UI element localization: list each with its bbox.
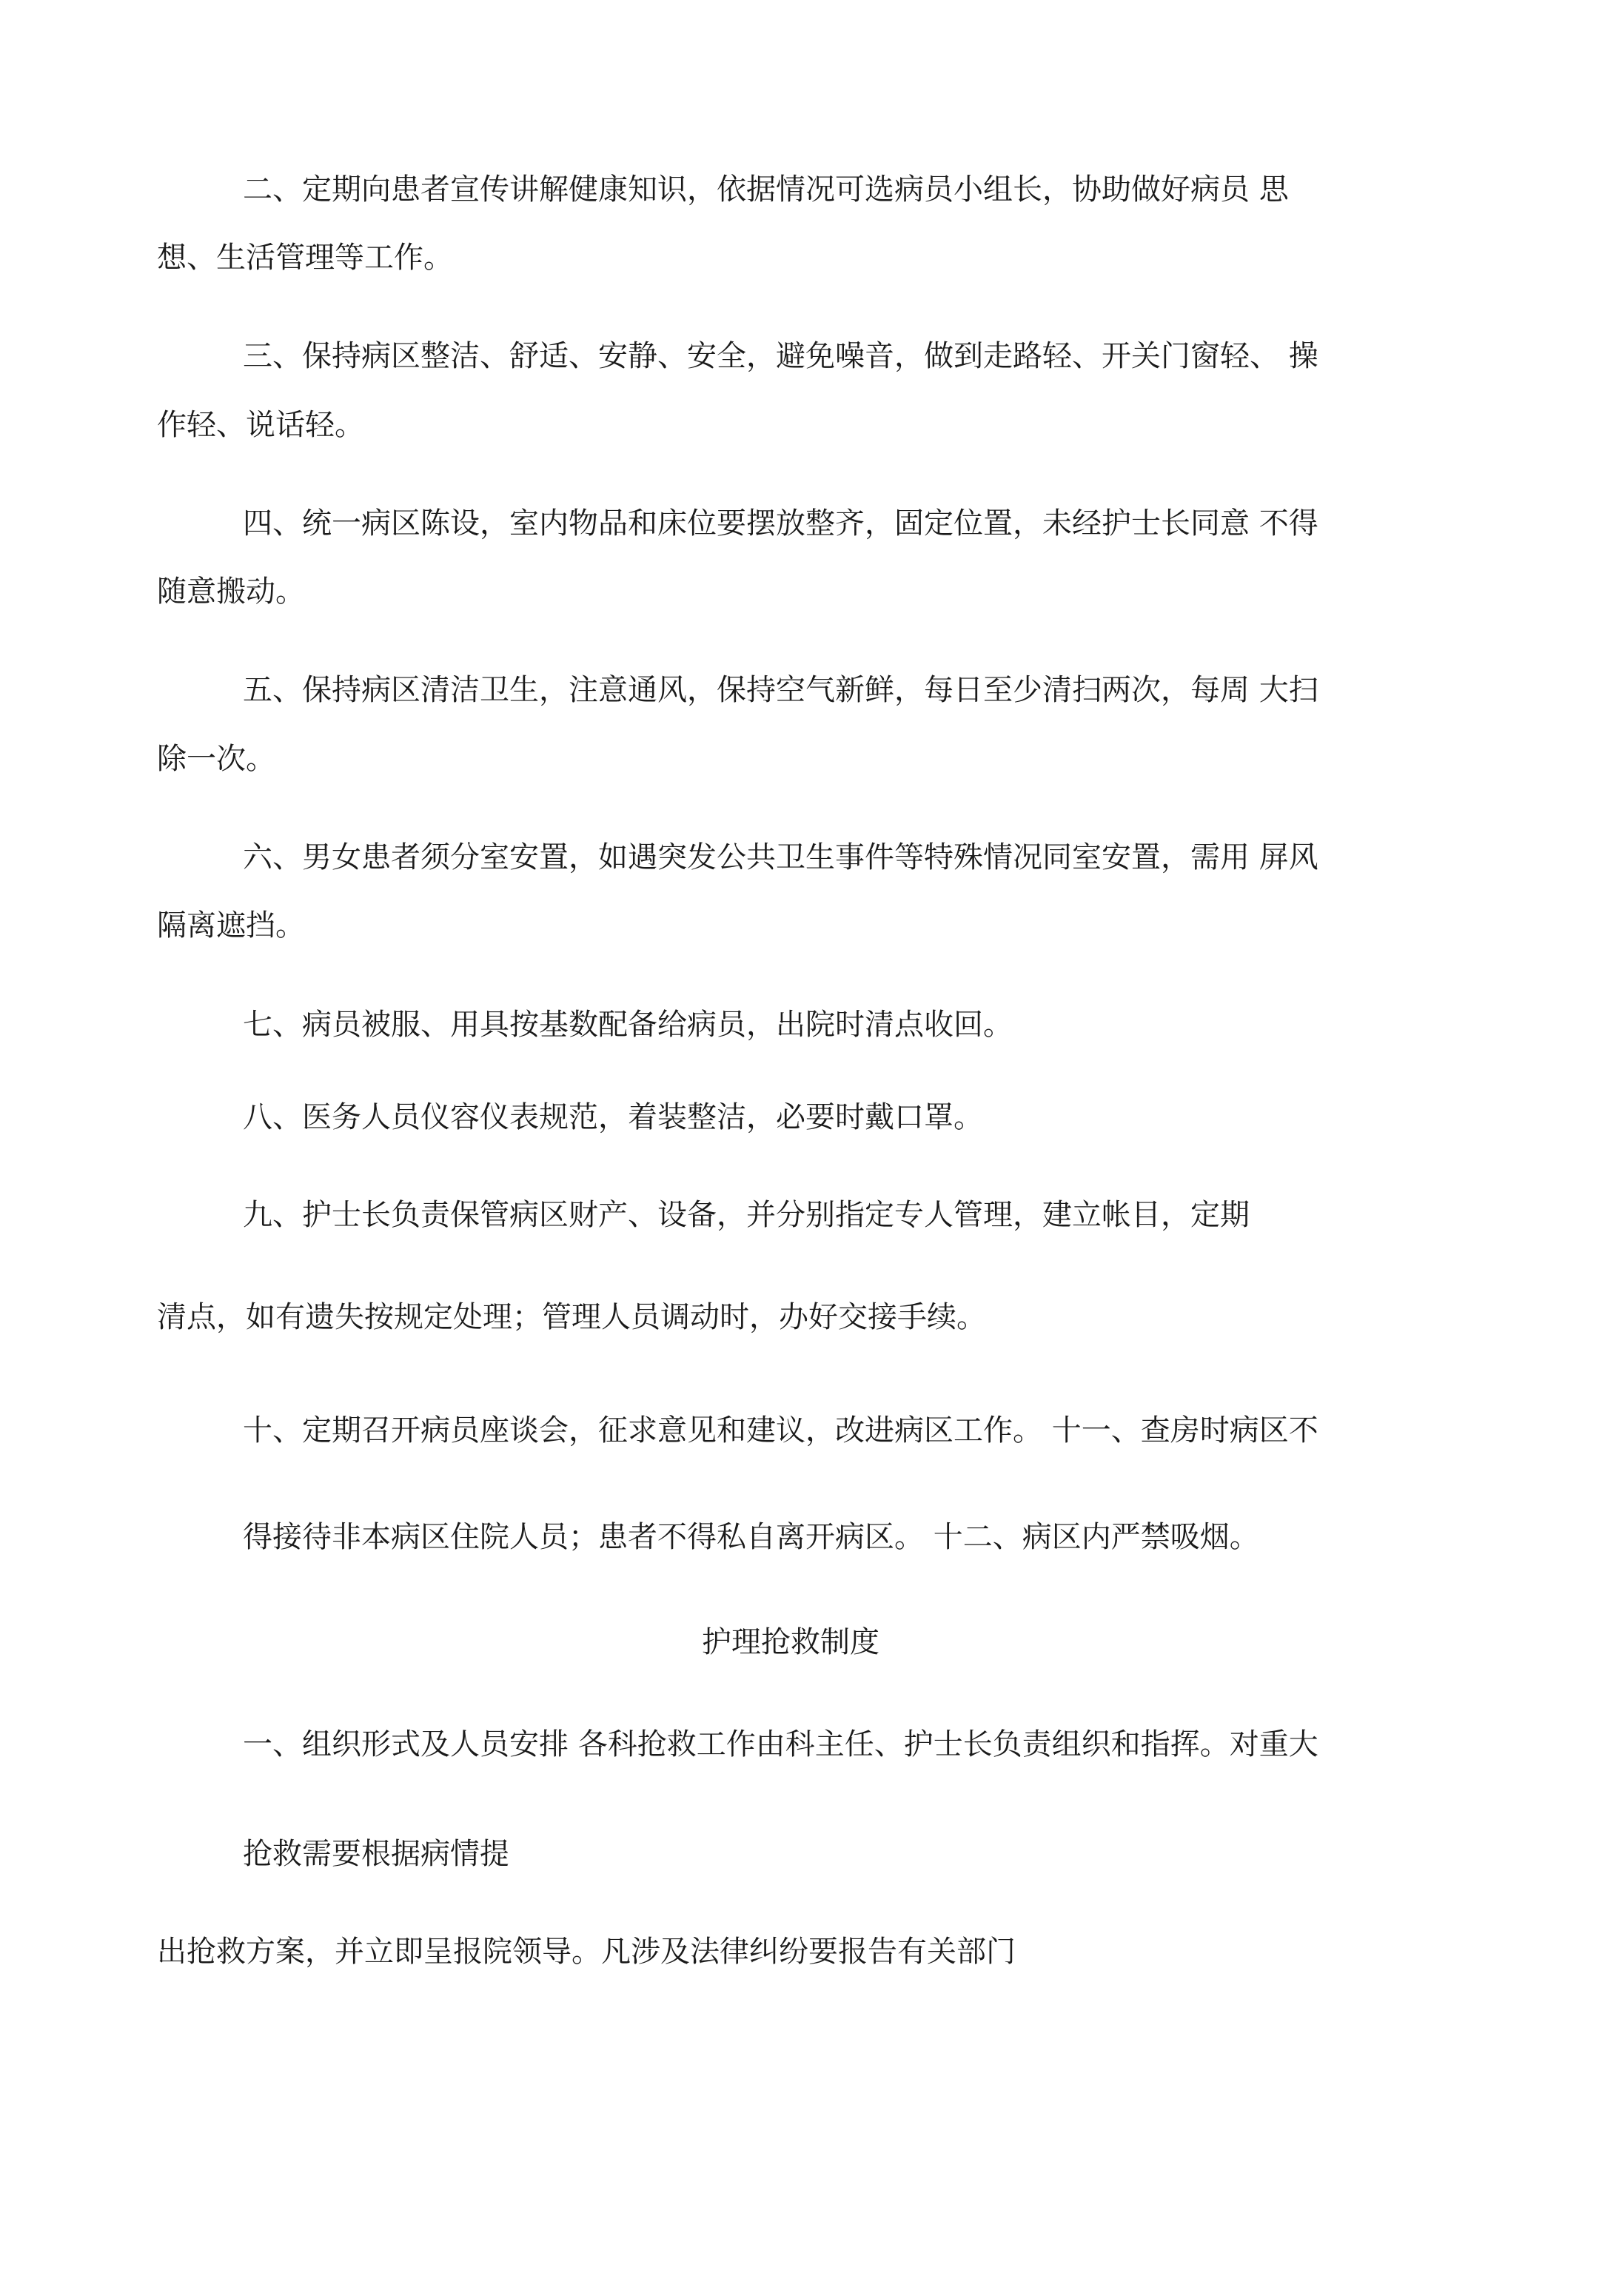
paragraph-4-line-1: 四、统一病区陈设，室内物品和床位要摆放整齐，固定位置，未经护士长同意 不得 [243, 506, 1318, 540]
rescue-paragraph-1-line-2: 抢救需要根据病情提 [243, 1837, 509, 1871]
paragraph-3-line-1: 三、保持病区整洁、舒适、安静、安全，避免噪音，做到走路轻、开关门窗轻、 操 [243, 339, 1318, 373]
paragraph-9-line-2: 清点，如有遗失按规定处理；管理人员调动时，办好交接手续。 [157, 1300, 986, 1334]
paragraph-9-line-1: 九、护士长负责保管病区财产、设备，并分别指定专人管理，建立帐目，定期 [243, 1198, 1250, 1232]
paragraph-6-line-1: 六、男女患者须分室安置，如遇突发公共卫生事件等特殊情况同室安置，需用 屏风 [243, 840, 1318, 874]
paragraph-6-line-2: 隔离遮挡。 [157, 908, 305, 943]
paragraph-5-line-2: 除一次。 [157, 742, 275, 776]
paragraph-2-line-2: 想、生活管理等工作。 [157, 241, 453, 275]
paragraph-10-line-1: 十、定期召开病员座谈会，征求意见和建议，改进病区工作。 十一、查房时病区不 [243, 1413, 1318, 1447]
rescue-paragraph-1-line-3: 出抢救方案，并立即呈报院领导。凡涉及法律纠纷要报告有关部门 [157, 1935, 1016, 1969]
paragraph-2-line-1: 二、定期向患者宣传讲解健康知识，依据情况可选病员小组长，协助做好病员 思 [243, 173, 1289, 207]
paragraph-4-line-2: 随意搬动。 [157, 575, 305, 609]
paragraph-3-line-2: 作轻、说话轻。 [157, 408, 364, 442]
paragraph-10-line-2: 得接待非本病区住院人员；患者不得私自离开病区。 十二、病区内严禁吸烟。 [243, 1520, 1259, 1554]
paragraph-7: 七、病员被服、用具按基数配备给病员，出院时清点收回。 [243, 1008, 1013, 1042]
section-title: 护理抢救制度 [702, 1625, 879, 1659]
paragraph-8: 八、医务人员仪容仪表规范，着装整洁，必要时戴口罩。 [243, 1100, 983, 1134]
rescue-paragraph-1-line-1: 一、组织形式及人员安排 各科抢救工作由科主任、护士长负责组织和指挥。对重大 [243, 1727, 1318, 1761]
paragraph-5-line-1: 五、保持病区清洁卫生，注意通风，保持空气新鲜，每日至少清扫两次，每周 大扫 [243, 673, 1318, 707]
